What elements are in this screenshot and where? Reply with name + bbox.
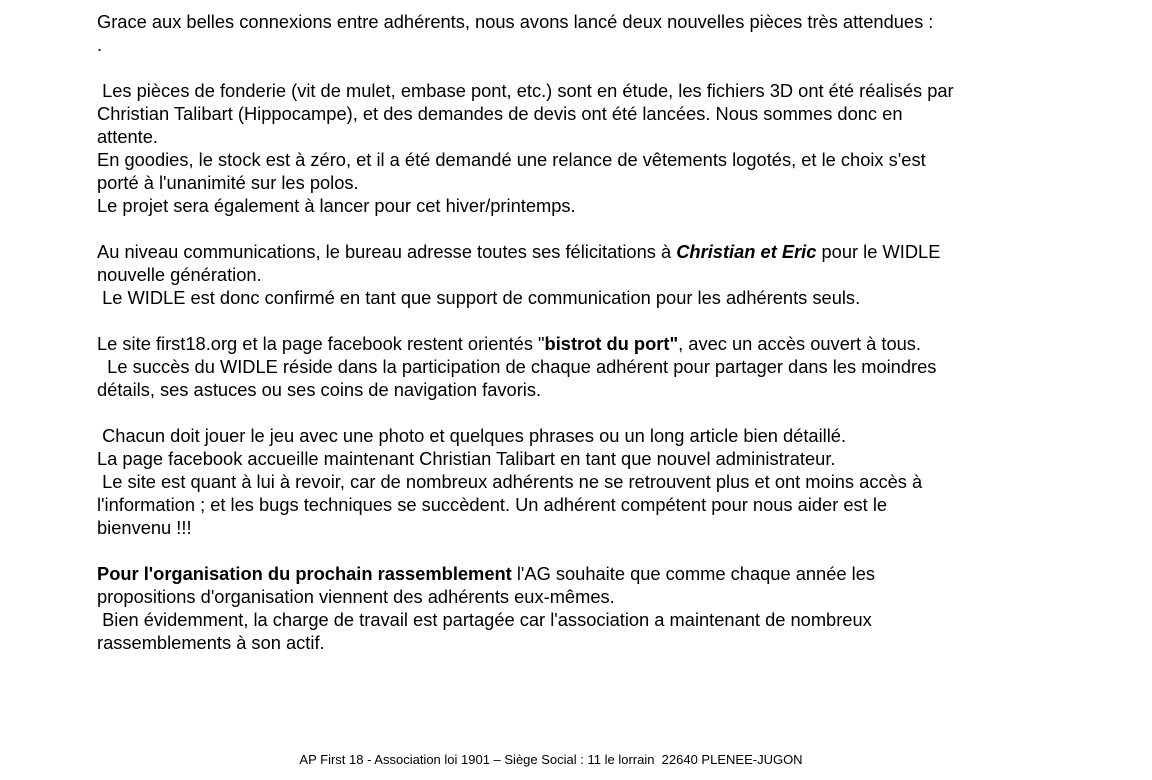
text-line (97, 516, 1097, 539)
text-line (97, 79, 1097, 102)
text-run: l'information ; et les bugs techniques se succèdent. Un adhérent compétent pour nous aider est le (97, 494, 888, 515)
paragraph (97, 79, 1097, 217)
text-run: Le succès du WIDLE réside dans la participation de chaque adhérent pour partager dans les moindres (97, 356, 937, 377)
text-run: Grace aux belles connexions entre adhérents, nous avons lancé deux nouvelles pièces très attendues : (97, 11, 934, 32)
text-line (97, 148, 1097, 171)
paragraph (97, 562, 1097, 654)
text-run: , avec un accès ouvert à tous. (678, 333, 921, 354)
page-footer: AP First 18 - Association loi 1901 – Siège Social : 11 le lorrain 22640 PLENEE-JUGON (299, 752, 803, 767)
bold-italic-text: Christian et Eric (676, 241, 817, 262)
bold-text: bistrot du port" (544, 333, 679, 354)
text-line (97, 424, 1097, 447)
text-run: détails, ses astuces ou ses coins de navigation favoris. (97, 379, 542, 400)
text-line (97, 10, 1097, 33)
text-line (97, 332, 1097, 355)
text-run: bienvenu !!! (97, 517, 192, 538)
text-line (97, 240, 1097, 263)
text-run: La page facebook accueille maintenant Christian Talibart en tant que nouvel administrateur. (97, 448, 836, 469)
text-run: Chacun doit jouer le jeu avec une photo et quelques phrases ou un long article bien détaillé. (97, 425, 847, 446)
text-line (97, 447, 1097, 470)
text-run: rassemblements à son actif. (97, 632, 325, 653)
text-line (97, 286, 1097, 309)
text-run: pour le WIDLE (816, 241, 941, 262)
text-run: Bien évidemment, la charge de travail est partagée car l'association a maintenant de nombreux (97, 609, 872, 630)
paragraph (97, 240, 1097, 309)
text-line (97, 194, 1097, 217)
paragraph (97, 332, 1097, 401)
emphasis (676, 241, 816, 262)
paragraph (97, 10, 1097, 56)
text-run: Le projet sera également à lancer pour cet hiver/printemps. (97, 195, 576, 216)
text-run: . (97, 34, 103, 55)
text-line (97, 562, 1097, 585)
text-line (97, 355, 1097, 378)
text-run: porté à l'unanimité sur les polos. (97, 172, 359, 193)
text-run: nouvelle génération. (97, 264, 262, 285)
text-line (97, 33, 1097, 56)
document-body (97, 10, 1097, 677)
text-line (97, 585, 1097, 608)
text-run: Christian Talibart (Hippocampe), et des demandes de devis ont été lancées. Nous sommes donc en (97, 103, 903, 124)
text-run: attente. (97, 126, 158, 147)
text-line (97, 378, 1097, 401)
text-line (97, 608, 1097, 631)
text-run: propositions d'organisation viennent des adhérents eux-mêmes. (97, 586, 615, 607)
text-line (97, 470, 1097, 493)
text-run: Le site first18.org et la page facebook restent orientés " (97, 333, 545, 354)
text-run: En goodies, le stock est à zéro, et il a été demandé une relance de vêtements logotés, et le choix s'est (97, 149, 926, 170)
text-line (97, 102, 1097, 125)
text-run: l'AG souhaite que comme chaque année les (511, 563, 876, 584)
text-run: Au niveau communications, le bureau adresse toutes ses félicitations à (97, 241, 677, 262)
text-line (97, 631, 1097, 654)
text-line (97, 171, 1097, 194)
text-run: Le site est quant à lui à revoir, car de nombreux adhérents ne se retrouvent plus et ont moins accès à (97, 471, 923, 492)
text-run: Les pièces de fonderie (vit de mulet, embase pont, etc.) sont en étude, les fichiers 3D ont été réalisés par (97, 80, 954, 101)
bold-text: Pour l'organisation du prochain rassemblement (97, 563, 512, 584)
text-line (97, 263, 1097, 286)
text-line (97, 125, 1097, 148)
text-line (97, 493, 1097, 516)
text-run: Le WIDLE est donc confirmé en tant que support de communication pour les adhérents seuls. (97, 287, 861, 308)
paragraph (97, 424, 1097, 539)
